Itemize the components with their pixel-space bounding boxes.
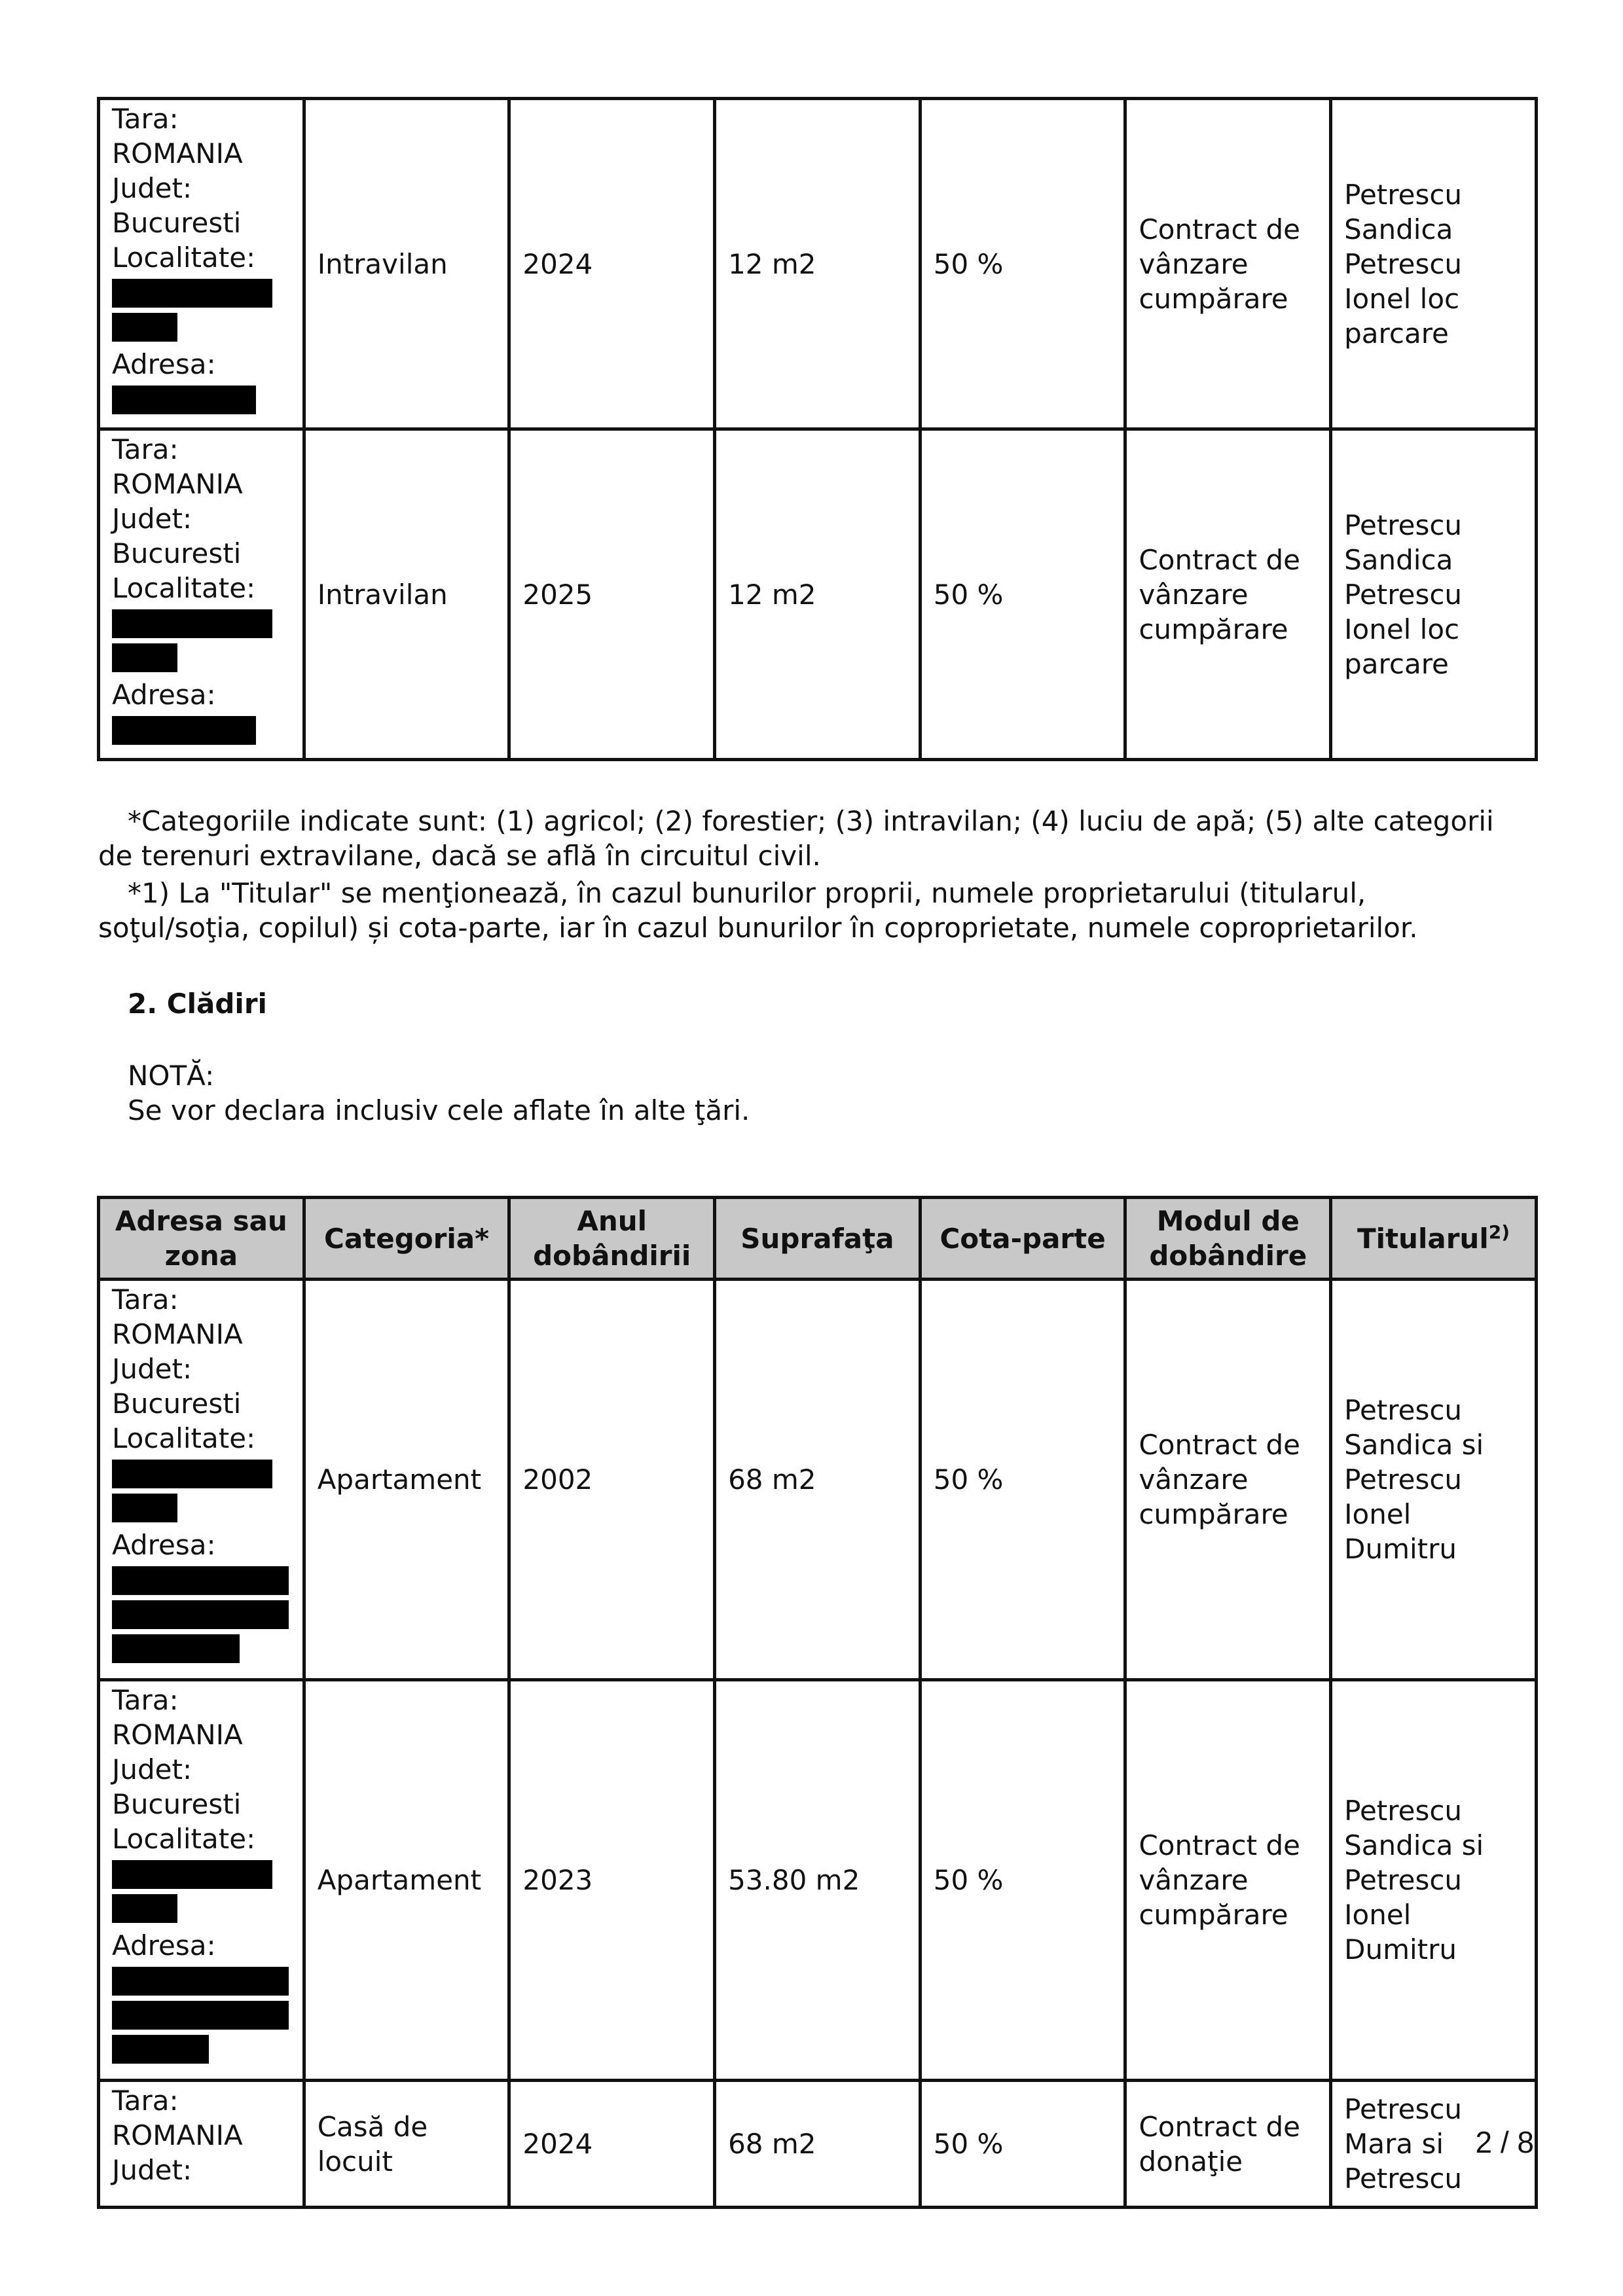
acquisition-mode-cell: Contract de vânzare cumpărare [1125, 99, 1331, 429]
share-cell: 50 % [920, 2081, 1125, 2208]
redaction-bar [112, 609, 272, 638]
header-category: Categoria* [304, 1198, 509, 1280]
address-label: Adresa: [112, 1929, 216, 1962]
area-cell: 68 m2 [715, 1280, 921, 1680]
area-cell: 12 m2 [715, 99, 921, 429]
nota-label: NOTĂ: [128, 1060, 215, 1092]
area-cell: 53.80 m2 [715, 1680, 921, 2081]
redaction-bar [112, 1894, 177, 1923]
year-cell: 2025 [509, 429, 715, 760]
acquisition-mode-cell: Contract de vânzare cumpărare [1125, 1680, 1331, 2081]
table-row [99, 429, 1537, 760]
address-line: Judet: [112, 1353, 192, 1385]
address-line: Tara: [112, 1283, 179, 1316]
address-line: Localitate: [112, 1422, 256, 1454]
redaction-bar [112, 716, 256, 745]
owner-cell: Petrescu Sandica si Petrescu Ionel Dumitru [1331, 1680, 1537, 2081]
header-acquisition-mode: Modul de dobândire [1125, 1198, 1331, 1280]
share-cell: 50 % [920, 99, 1125, 429]
header-year: Anul dobândirii [509, 1198, 715, 1280]
category-cell: Apartament [304, 1680, 509, 2081]
year-cell: 2002 [509, 1280, 715, 1680]
address-line: ROMANIA [112, 2119, 243, 2151]
table-row [99, 1680, 1537, 2081]
table-header-row [99, 1198, 1537, 1280]
address-line: Judet: [112, 503, 192, 535]
footnote-categories: *Categoriile indicate sunt: (1) agricol; (2) forestier; (3) intravilan; (4) luciu de apă; (5) alte categorii de terenuri extravilane, dacă se află în circuitul civil. [98, 805, 1494, 872]
address-cell [99, 99, 304, 429]
redaction-bar [112, 2001, 289, 2030]
header-share: Cota-parte [920, 1198, 1125, 1280]
share-cell: 50 % [920, 1680, 1125, 2081]
address-line: Tara: [112, 433, 179, 465]
table-row [99, 99, 1537, 429]
address-line: Tara: [112, 1684, 179, 1716]
category-cell: Apartament [304, 1280, 509, 1680]
buildings-table [97, 1196, 1538, 2209]
address-line: ROMANIA [112, 137, 243, 170]
share-cell: 50 % [920, 429, 1125, 760]
footnotes [98, 804, 1519, 948]
address-line: Tara: [112, 2085, 179, 2117]
address-line: Localitate: [112, 1823, 256, 1855]
address-line: Localitate: [112, 242, 256, 274]
address-cell [99, 2081, 304, 2208]
header-owner [1331, 1198, 1537, 1280]
address-line: ROMANIA [112, 1318, 243, 1350]
address-line: Bucuresti [112, 1788, 242, 1820]
land-table [97, 97, 1538, 761]
area-cell: 12 m2 [715, 429, 921, 760]
category-cell: Intravilan [304, 429, 509, 760]
address-label: Adresa: [112, 1529, 216, 1561]
nota-text: Se vor declara inclusiv cele aflate în alte ţări. [128, 1094, 750, 1126]
redaction-bar [112, 2035, 209, 2064]
header-owner-footnote: 2) [1488, 1221, 1510, 1243]
share-cell: 50 % [920, 1280, 1125, 1680]
address-line: Judet: [112, 1753, 192, 1785]
year-cell: 2024 [509, 99, 715, 429]
redaction-bar [112, 279, 272, 308]
acquisition-mode-cell: Contract de vânzare cumpărare [1125, 1280, 1331, 1680]
redaction-bar [112, 1566, 289, 1595]
redaction-bar [112, 1860, 272, 1889]
table-row [99, 1280, 1537, 1680]
owner-cell: Petrescu Sandica si Petrescu Ionel Dumitru [1331, 1280, 1537, 1680]
address-line: Tara: [112, 103, 179, 135]
address-label: Adresa: [112, 679, 216, 711]
address-line: Bucuresti [112, 1388, 242, 1420]
address-line: Localitate: [112, 572, 256, 604]
acquisition-mode-cell: Contract de vânzare cumpărare [1125, 429, 1331, 760]
address-label: Adresa: [112, 348, 216, 380]
section-title: 2. Clădiri [128, 988, 267, 1020]
address-cell [99, 1680, 304, 2081]
address-line: Bucuresti [112, 207, 242, 239]
area-cell: 68 m2 [715, 2081, 921, 2208]
redaction-bar [112, 313, 177, 342]
owner-cell: Petrescu Mara si Petrescu [1331, 2081, 1537, 2208]
redaction-bar [112, 386, 256, 414]
year-cell: 2024 [509, 2081, 715, 2208]
category-cell: Casă de locuit [304, 2081, 509, 2208]
year-cell: 2023 [509, 1680, 715, 2081]
address-line: Bucuresti [112, 537, 242, 569]
header-owner-label: Titularul [1357, 1222, 1489, 1255]
header-address: Adresa sau zona [99, 1198, 304, 1280]
redaction-bar [112, 1494, 177, 1522]
owner-cell: Petrescu Sandica Petrescu Ionel loc parcare [1331, 99, 1537, 429]
owner-cell: Petrescu Sandica Petrescu Ionel loc parcare [1331, 429, 1537, 760]
redaction-bar [112, 1967, 289, 1996]
table-row [99, 2081, 1537, 2208]
redaction-bar [112, 1600, 289, 1629]
category-cell: Intravilan [304, 99, 509, 429]
redaction-bar [112, 1634, 240, 1663]
address-line: ROMANIA [112, 1719, 243, 1751]
redaction-bar [112, 643, 177, 672]
footnote-titular: *1) La "Titular" se menţionează, în cazul bunurilor proprii, numele proprietarului (titularul, soţul/soţia, copilul) și cota-parte, iar în cazul bunurilor în coproprietate, numele coproprietarilor. [98, 877, 1418, 944]
address-line: ROMANIA [112, 468, 243, 500]
page-number: 2 / 8 [1475, 2125, 1534, 2159]
address-line: Judet: [112, 172, 192, 204]
address-cell [99, 429, 304, 760]
acquisition-mode-cell: Contract de donaţie [1125, 2081, 1331, 2208]
redaction-bar [112, 1460, 272, 1488]
address-line: Judet: [112, 2154, 192, 2186]
address-cell [99, 1280, 304, 1680]
header-area: Suprafaţa [715, 1198, 921, 1280]
